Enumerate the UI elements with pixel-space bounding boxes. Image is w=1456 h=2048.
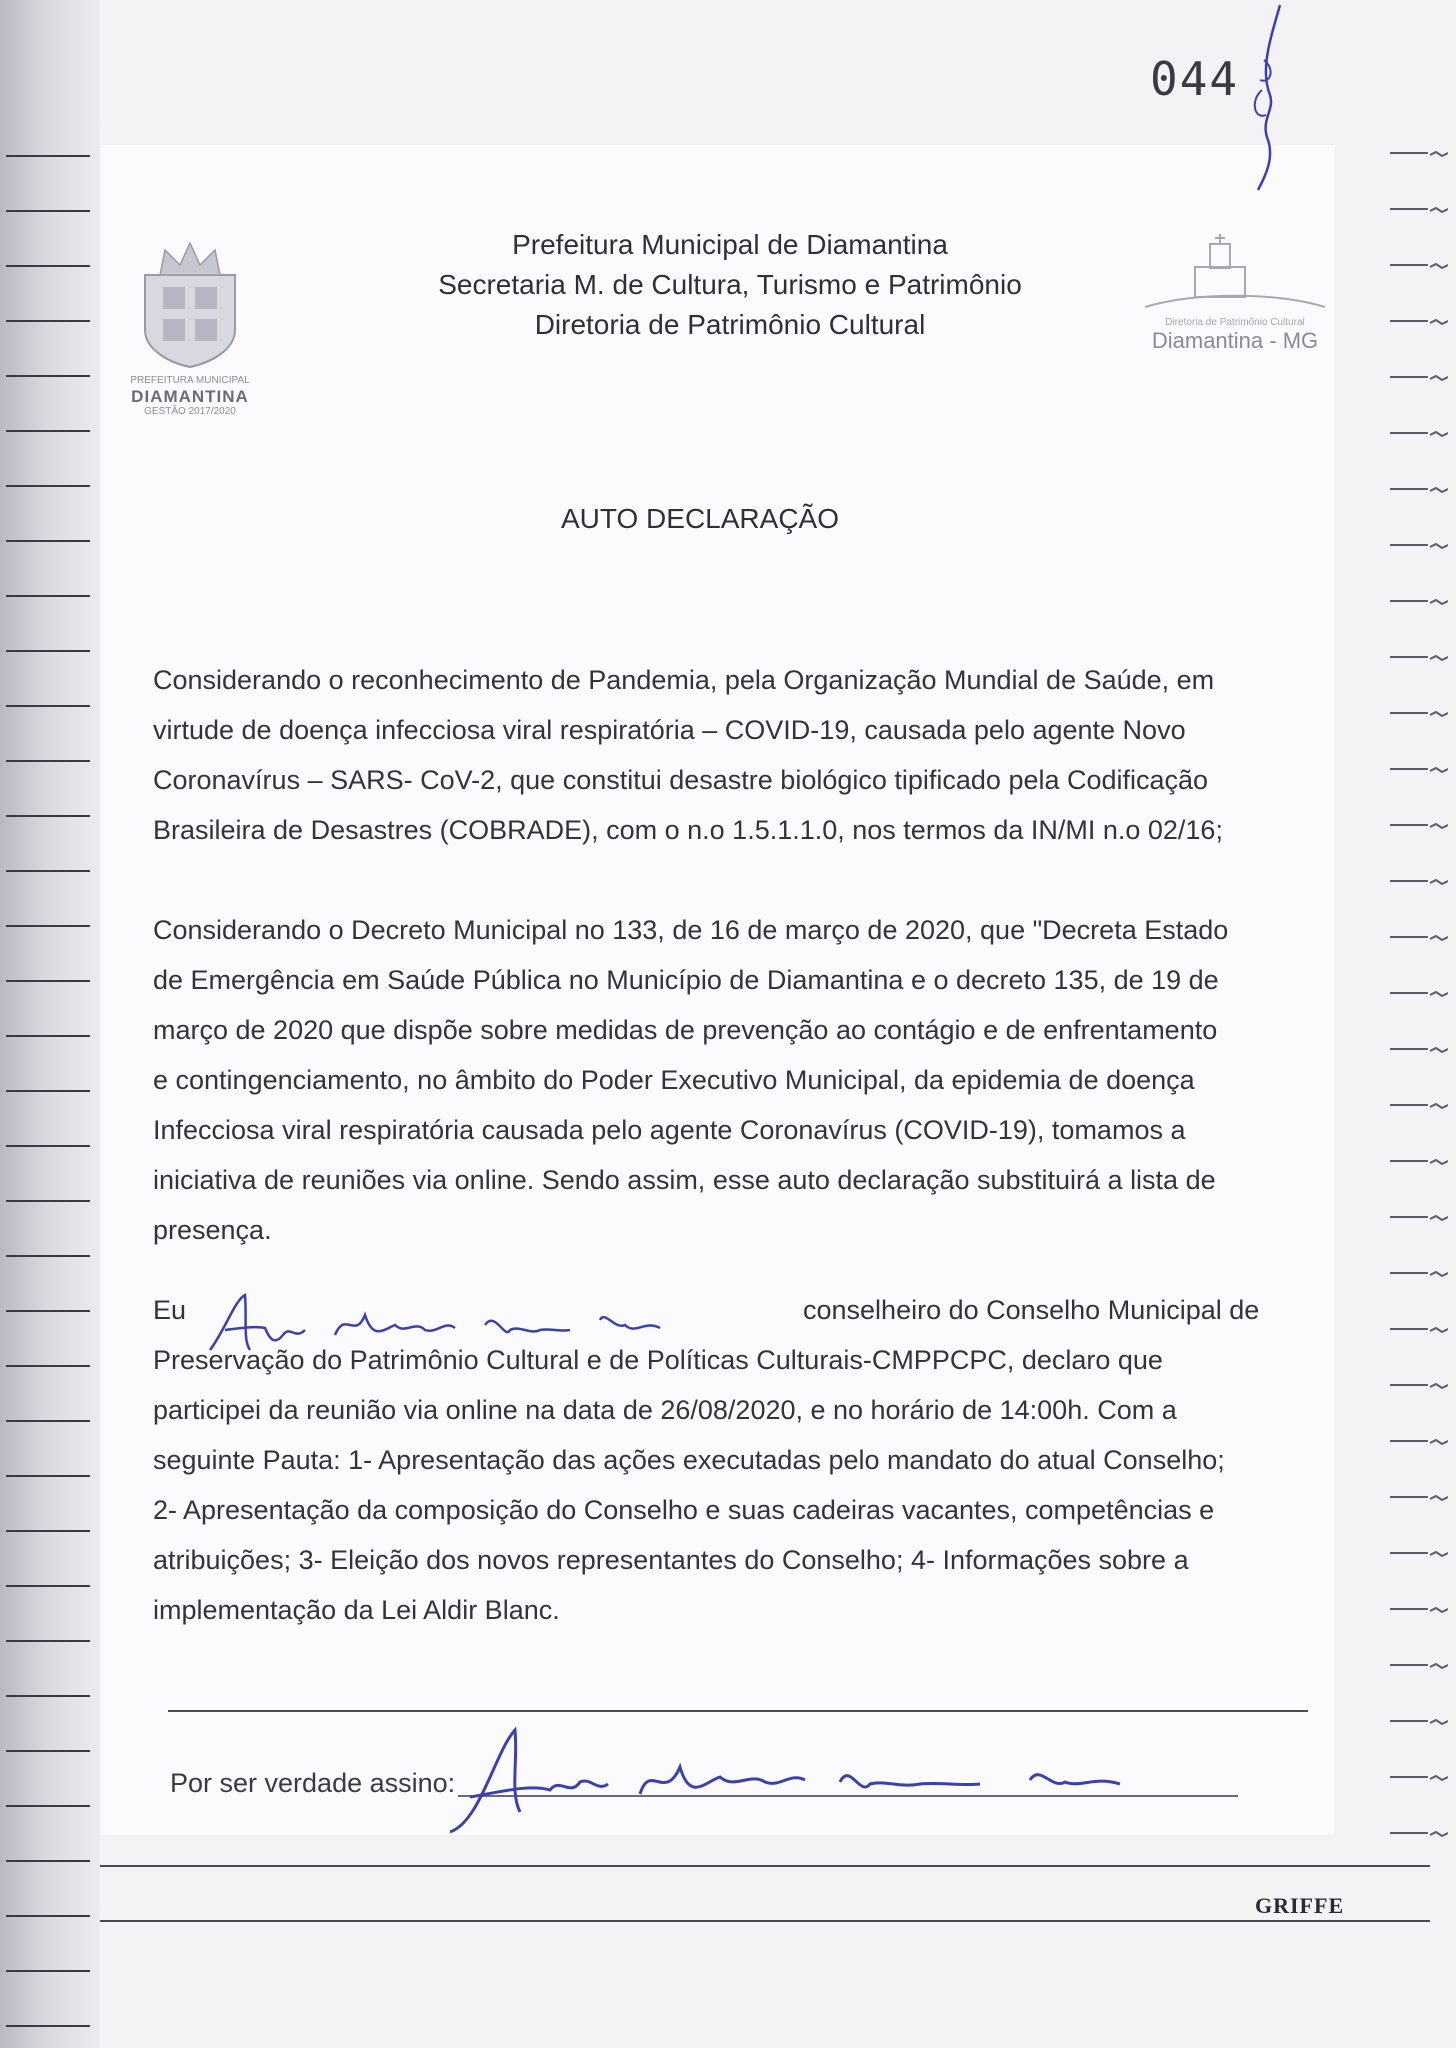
margin-mark <box>1390 1209 1448 1217</box>
footer-rule <box>100 1920 1430 1922</box>
spine-line <box>6 1695 90 1697</box>
spine-line <box>6 320 90 322</box>
spine-line <box>6 265 90 267</box>
letterhead <box>300 225 1160 345</box>
spine-line <box>6 1255 90 1257</box>
paragraph-line: Infecciosa viral respiratória causada pelo agente Coronavírus (COVID-19), tomamos a <box>153 1115 1186 1145</box>
paragraph-line: e contingenciamento, no âmbito do Poder Executivo Municipal, da epidemia de doença <box>153 1065 1195 1095</box>
signature <box>440 1722 1160 1842</box>
spine-line <box>6 1970 90 1972</box>
margin-mark <box>1390 1769 1448 1777</box>
document-title: AUTO DECLARAÇÃO <box>561 503 839 534</box>
margin-mark <box>1390 873 1448 881</box>
paragraph-line: 2- Apresentação da composição do Conselho e suas cadeiras vacantes, competências e <box>153 1495 1215 1525</box>
paragraph-line: seguinte Pauta: 1- Apresentação das ações executadas pelo mandato do atual Conselho; <box>153 1445 1225 1475</box>
margin-mark <box>1390 1545 1448 1553</box>
paragraph-line: Considerando o Decreto Municipal no 133, de 16 de março de 2020, que "Decreta Estado <box>153 915 1229 945</box>
spine-line <box>6 1530 90 1532</box>
signature-label: Por ser verdade assino: <box>170 1768 456 1798</box>
margin-mark <box>1390 1601 1448 1609</box>
paragraph-line: iniciativa de reuniões via online. Sendo assim, esse auto declaração substituirá a lista de <box>153 1165 1216 1195</box>
crest-name: DIAMANTINA <box>131 386 249 406</box>
spine-line <box>6 760 90 762</box>
margin-mark <box>1390 705 1448 713</box>
margin-mark <box>1390 1321 1448 1329</box>
footer-rule <box>100 1865 1430 1867</box>
spine-line <box>6 430 90 432</box>
margin-mark <box>1390 1041 1448 1049</box>
spine-line <box>6 870 90 872</box>
margin-mark <box>1390 817 1448 825</box>
margin-mark <box>1390 145 1448 153</box>
margin-mark <box>1390 1153 1448 1161</box>
handwritten-initials <box>1240 0 1300 200</box>
paragraph-2 <box>153 905 1303 1255</box>
margin-mark <box>1390 1713 1448 1721</box>
paragraph-1 <box>153 655 1303 855</box>
spine-line <box>6 1805 90 1807</box>
margin-mark <box>1390 537 1448 545</box>
margin-mark <box>1390 1265 1448 1273</box>
crest-caption: PREFEITURA MUNICIPAL <box>130 375 250 386</box>
spine-line <box>6 650 90 652</box>
margin-mark <box>1390 649 1448 657</box>
margin-mark <box>1390 1657 1448 1665</box>
margin-mark <box>1390 985 1448 993</box>
spine-line <box>6 1915 90 1917</box>
spine-line <box>6 1475 90 1477</box>
margin-mark <box>1390 1097 1448 1105</box>
paragraph-line: implementação da Lei Aldir Blanc. <box>153 1595 560 1625</box>
paragraph-line: Preservação do Patrimônio Cultural e de Políticas Culturais-CMPPCPC, declaro que <box>153 1345 1163 1375</box>
margin-mark <box>1390 1433 1448 1441</box>
heritage-logo <box>1130 232 1340 354</box>
spine-line <box>6 595 90 597</box>
spine-line <box>6 210 90 212</box>
spine-line <box>6 1090 90 1092</box>
paragraph-line: conselheiro do Conselho Municipal de <box>803 1295 1260 1325</box>
spine-line <box>6 1860 90 1862</box>
margin-mark <box>1390 929 1448 937</box>
spine-line <box>6 540 90 542</box>
spine-line <box>6 1145 90 1147</box>
heritage-city: Diamantina - MG <box>1151 328 1319 353</box>
page-number: 044 <box>1150 52 1240 106</box>
margin-mark <box>1390 425 1448 433</box>
divider-rule <box>168 1710 1308 1712</box>
spine-line <box>6 1640 90 1642</box>
margin-mark <box>1390 593 1448 601</box>
spine-line <box>6 705 90 707</box>
spine-line <box>6 1420 90 1422</box>
heritage-caption: Diretoria de Patrimônio Cultural <box>1165 317 1305 328</box>
spine-line <box>6 485 90 487</box>
spine-line <box>6 1750 90 1752</box>
margin-mark <box>1390 313 1448 321</box>
spine-line <box>6 980 90 982</box>
spine-line <box>6 1200 90 1202</box>
spine-line <box>6 1365 90 1367</box>
margin-mark <box>1390 1377 1448 1385</box>
paragraph-line: presença. <box>153 1215 272 1245</box>
margin-mark <box>1390 257 1448 265</box>
paragraph-line: Brasileira de Desastres (COBRADE), com o n.o 1.5.1.1.0, nos termos da IN/MI n.o 02/16; <box>153 815 1223 845</box>
paragraph-line: Considerando o reconhecimento de Pandemia, pela Organização Mundial de Saúde, em <box>153 665 1215 695</box>
crest-icon <box>125 235 255 370</box>
church-icon <box>1135 232 1335 312</box>
spine-line <box>6 1035 90 1037</box>
eu-label: Eu <box>153 1295 187 1325</box>
paragraph-line: março de 2020 que dispõe sobre medidas de prevenção ao contágio e de enfrentamento <box>153 1015 1218 1045</box>
notebook-spine <box>0 0 100 2048</box>
spine-line <box>6 925 90 927</box>
header-line-1: Prefeitura Municipal de Diamantina <box>512 229 948 260</box>
spine-line <box>6 815 90 817</box>
handwritten-name <box>205 1290 665 1360</box>
paragraph-line: atribuições; 3- Eleição dos novos representantes do Conselho; 4- Informações sobre a <box>153 1545 1189 1575</box>
paragraph-line: participei da reunião via online na data de 26/08/2020, e no horário de 14:00h. Com a <box>153 1395 1177 1425</box>
margin-mark <box>1390 761 1448 769</box>
header-line-2: Secretaria M. de Cultura, Turismo e Patrimônio <box>438 269 1022 300</box>
spine-line <box>6 1585 90 1587</box>
spine-line <box>6 1310 90 1312</box>
paragraph-line: Coronavírus – SARS- CoV-2, que constitui desastre biológico tipificado pela Codificação <box>153 765 1209 795</box>
paragraph-line: de Emergência em Saúde Pública no Município de Diamantina e o decreto 135, de 19 de <box>153 965 1219 995</box>
header-line-3: Diretoria de Patrimônio Cultural <box>534 309 926 340</box>
margin-mark <box>1390 1489 1448 1497</box>
spine-line <box>6 2025 90 2027</box>
paragraph-line: virtude de doença infecciosa viral respiratória – COVID-19, causada pelo agente Novo <box>153 715 1186 745</box>
margin-mark <box>1390 1825 1448 1833</box>
crest-period: GESTÃO 2017/2020 <box>144 406 236 418</box>
margin-mark <box>1390 201 1448 209</box>
spine-line <box>6 155 90 157</box>
notebook-brand: GRIFFE <box>1255 1893 1345 1918</box>
municipal-crest <box>125 235 255 418</box>
margin-mark <box>1390 481 1448 489</box>
spine-line <box>6 375 90 377</box>
margin-mark <box>1390 369 1448 377</box>
